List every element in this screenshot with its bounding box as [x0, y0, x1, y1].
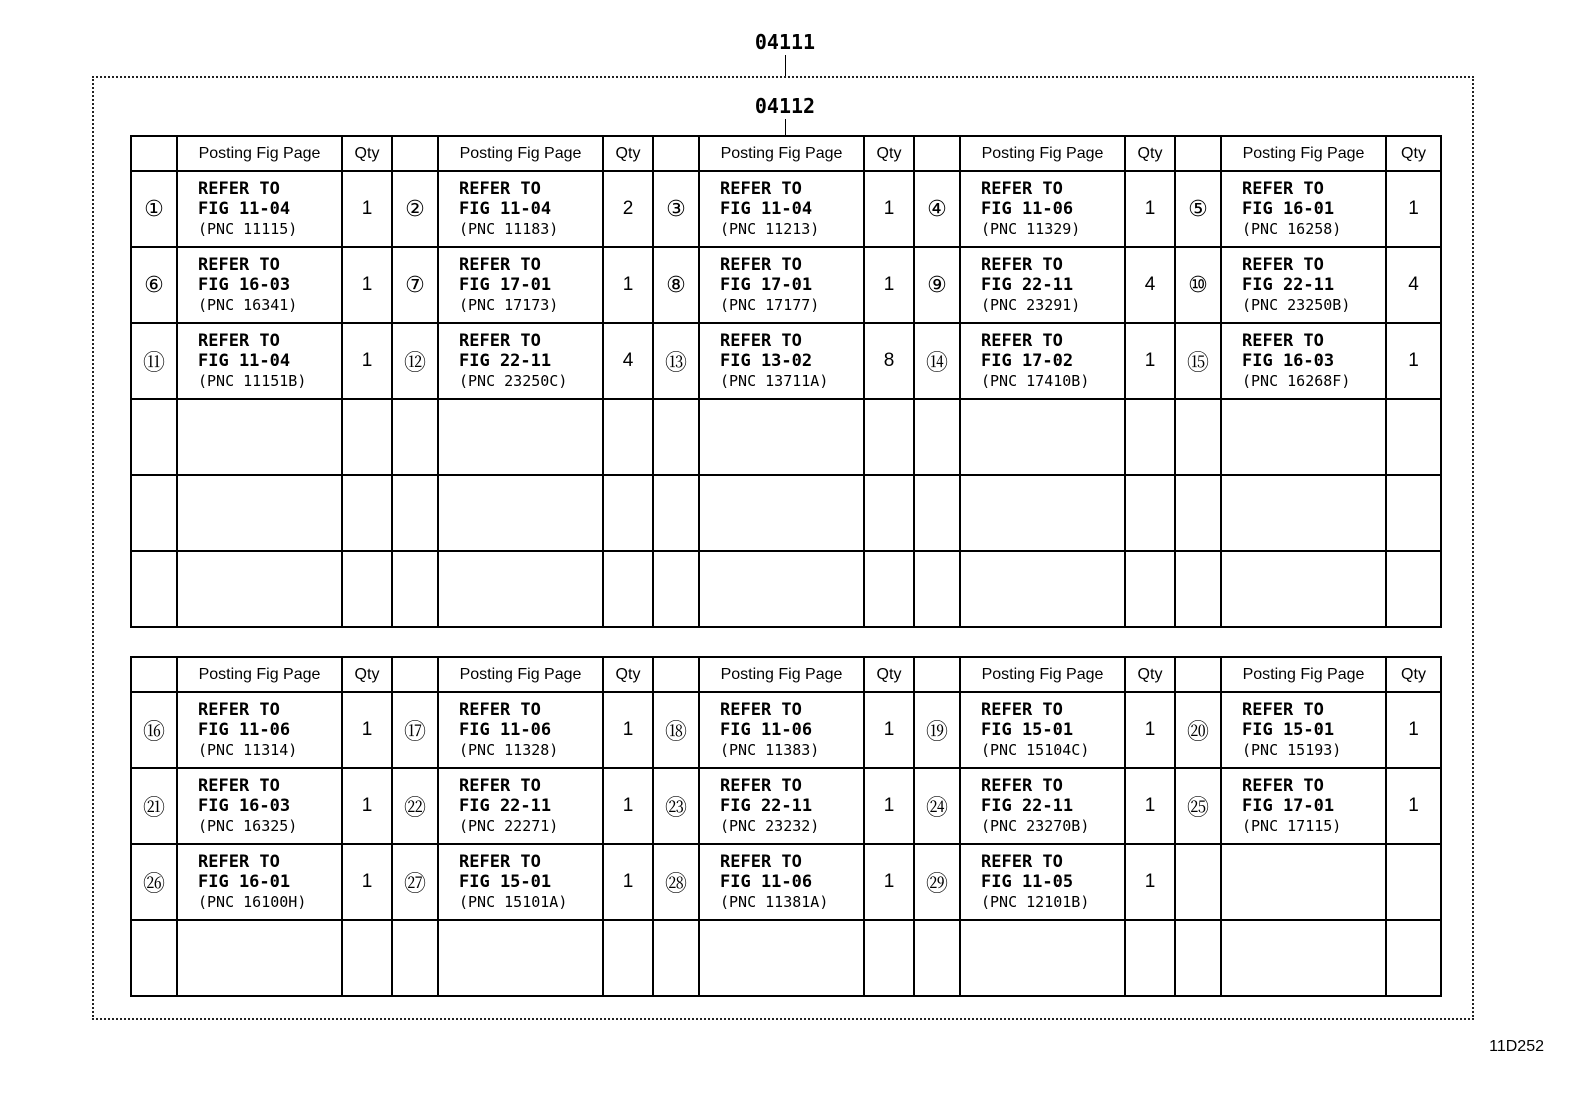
header-posting-fig-page: Posting Fig Page	[177, 657, 342, 692]
callout-number: ④	[914, 171, 960, 247]
leader-line-04112	[785, 119, 786, 136]
refer-cell	[960, 171, 1125, 247]
empty-cell	[914, 920, 960, 996]
quantity-value: 1	[1125, 844, 1175, 920]
quantity-value: 1	[603, 692, 653, 768]
header-posting-fig-page: Posting Fig Page	[438, 657, 603, 692]
pnc-text: (PNC 23250C)	[459, 372, 568, 390]
fig-page-text: FIG 15-01	[981, 720, 1074, 740]
empty-cell	[131, 920, 177, 996]
empty-cell	[864, 399, 914, 475]
pnc-text: (PNC 11115)	[198, 220, 298, 238]
empty-cell	[131, 399, 177, 475]
header-qty: Qty	[342, 136, 392, 171]
pnc-text: (PNC 16325)	[198, 817, 298, 835]
empty-cell	[603, 551, 653, 627]
refer-cell	[699, 692, 864, 768]
empty-cell	[1386, 551, 1441, 627]
refer-to-text: REFER TO	[720, 331, 802, 351]
table-row	[131, 768, 1441, 844]
fig-page-text: FIG 17-01	[459, 275, 552, 295]
quantity-value: 1	[603, 768, 653, 844]
refer-to-text: REFER TO	[1242, 255, 1324, 275]
table-header-row	[131, 657, 1441, 692]
refer-to-text: REFER TO	[1242, 179, 1324, 199]
refer-cell	[438, 692, 603, 768]
callout-number: ㉒	[392, 768, 438, 844]
callout-number: ③	[653, 171, 699, 247]
callout-number: ㉖	[131, 844, 177, 920]
callout-number: ⑦	[392, 247, 438, 323]
pnc-text: (PNC 16268F)	[1242, 372, 1351, 390]
refer-cell	[699, 247, 864, 323]
quantity-value: 1	[342, 768, 392, 844]
callout-number: ㉙	[914, 844, 960, 920]
refer-cell	[699, 768, 864, 844]
refer-cell	[1221, 171, 1386, 247]
callout-number	[1175, 844, 1221, 920]
refer-to-text: REFER TO	[981, 331, 1063, 351]
refer-cell	[438, 768, 603, 844]
empty-cell	[1221, 475, 1386, 551]
empty-cell	[177, 475, 342, 551]
table-row	[131, 171, 1441, 247]
refer-cell	[177, 768, 342, 844]
empty-cell	[177, 399, 342, 475]
empty-cell	[342, 920, 392, 996]
empty-cell	[1125, 920, 1175, 996]
fig-page-text: FIG 11-04	[720, 199, 813, 219]
fig-page-text: FIG 11-04	[459, 199, 552, 219]
refer-to-text: REFER TO	[459, 852, 541, 872]
fig-page-text: FIG 15-01	[1242, 720, 1335, 740]
pnc-text: (PNC 11314)	[198, 741, 298, 759]
pnc-text: (PNC 16100H)	[198, 893, 307, 911]
refer-cell	[960, 844, 1125, 920]
fig-page-text: FIG 11-06	[720, 872, 813, 892]
quantity-value: 1	[864, 247, 914, 323]
callout-number: ②	[392, 171, 438, 247]
empty-cell	[342, 475, 392, 551]
refer-to-text: REFER TO	[981, 776, 1063, 796]
header-qty: Qty	[603, 657, 653, 692]
refer-to-text: REFER TO	[720, 852, 802, 872]
refer-cell	[699, 171, 864, 247]
parts-reference-table-2	[130, 656, 1442, 997]
fig-page-text: FIG 15-01	[459, 872, 552, 892]
empty-cell	[864, 920, 914, 996]
fig-page-text: FIG 17-01	[1242, 796, 1335, 816]
header-qty: Qty	[1386, 657, 1441, 692]
header-qty: Qty	[1125, 657, 1175, 692]
fig-page-text: FIG 22-11	[981, 275, 1074, 295]
callout-number: ①	[131, 171, 177, 247]
header-posting-fig-page: Posting Fig Page	[699, 657, 864, 692]
table-row	[131, 692, 1441, 768]
fig-page-text: FIG 22-11	[981, 796, 1074, 816]
table-row	[131, 323, 1441, 399]
empty-cell	[653, 475, 699, 551]
empty-cell	[960, 475, 1125, 551]
refer-to-text: REFER TO	[1242, 776, 1324, 796]
header-blank-cell	[392, 136, 438, 171]
empty-cell	[1175, 475, 1221, 551]
header-blank-cell	[1175, 657, 1221, 692]
header-blank-cell	[392, 657, 438, 692]
quantity-value: 1	[342, 171, 392, 247]
empty-cell	[1221, 399, 1386, 475]
quantity-value: 2	[603, 171, 653, 247]
empty-cell	[1386, 920, 1441, 996]
fig-page-text: FIG 16-01	[198, 872, 291, 892]
pnc-text: (PNC 15193)	[1242, 741, 1342, 759]
fig-page-text: FIG 11-06	[981, 199, 1074, 219]
parts-reference-table-1	[130, 135, 1442, 628]
header-blank-cell	[914, 136, 960, 171]
table-header-row	[131, 136, 1441, 171]
quantity-value: 1	[1386, 171, 1441, 247]
pnc-text: (PNC 12101B)	[981, 893, 1090, 911]
empty-cell	[653, 399, 699, 475]
assembly-label-04111: 04111	[754, 30, 816, 54]
empty-row	[131, 551, 1441, 627]
refer-to-text: REFER TO	[981, 852, 1063, 872]
pnc-text: (PNC 23291)	[981, 296, 1081, 314]
callout-number: ⑭	[914, 323, 960, 399]
empty-row	[131, 399, 1441, 475]
empty-cell	[392, 920, 438, 996]
callout-number: ㉑	[131, 768, 177, 844]
fig-page-text: FIG 11-06	[720, 720, 813, 740]
fig-page-text: FIG 16-03	[1242, 351, 1335, 371]
empty-cell	[177, 551, 342, 627]
pnc-text: (PNC 11151B)	[198, 372, 307, 390]
refer-cell	[177, 844, 342, 920]
callout-number: ⑫	[392, 323, 438, 399]
pnc-text: (PNC 23232)	[720, 817, 820, 835]
header-qty: Qty	[864, 657, 914, 692]
pnc-text: (PNC 15104C)	[981, 741, 1090, 759]
empty-cell	[1386, 475, 1441, 551]
quantity-value: 4	[1386, 247, 1441, 323]
callout-number: ⑳	[1175, 692, 1221, 768]
refer-to-text: REFER TO	[981, 255, 1063, 275]
refer-to-text: REFER TO	[198, 255, 280, 275]
empty-cell	[1221, 551, 1386, 627]
refer-cell	[438, 323, 603, 399]
empty-cell	[653, 551, 699, 627]
empty-cell	[864, 475, 914, 551]
refer-to-text: REFER TO	[459, 255, 541, 275]
empty-cell	[392, 399, 438, 475]
callout-number: ⑱	[653, 692, 699, 768]
header-qty: Qty	[603, 136, 653, 171]
fig-page-text: FIG 22-11	[459, 796, 552, 816]
refer-to-text: REFER TO	[459, 700, 541, 720]
pnc-text: (PNC 11381A)	[720, 893, 829, 911]
empty-cell	[342, 399, 392, 475]
quantity-value: 1	[342, 692, 392, 768]
empty-cell	[131, 551, 177, 627]
quantity-value: 1	[1386, 768, 1441, 844]
empty-cell	[438, 399, 603, 475]
empty-cell	[1125, 399, 1175, 475]
fig-page-text: FIG 22-11	[720, 796, 813, 816]
quantity-value: 1	[864, 692, 914, 768]
header-posting-fig-page: Posting Fig Page	[699, 136, 864, 171]
refer-cell	[1221, 323, 1386, 399]
pnc-text: (PNC 11183)	[459, 220, 559, 238]
empty-cell	[960, 399, 1125, 475]
empty-cell	[864, 551, 914, 627]
refer-cell	[699, 844, 864, 920]
empty-row	[131, 920, 1441, 996]
quantity-value: 4	[603, 323, 653, 399]
empty-cell	[438, 920, 603, 996]
fig-page-text: FIG 22-11	[459, 351, 552, 371]
empty-cell	[438, 551, 603, 627]
refer-cell	[960, 247, 1125, 323]
refer-cell	[438, 844, 603, 920]
header-blank-cell	[914, 657, 960, 692]
fig-page-text: FIG 16-03	[198, 796, 291, 816]
empty-cell	[438, 475, 603, 551]
empty-row	[131, 475, 1441, 551]
callout-number: ⑨	[914, 247, 960, 323]
quantity-value: 1	[342, 844, 392, 920]
quantity-value: 1	[342, 247, 392, 323]
quantity-value: 1	[1125, 323, 1175, 399]
quantity-value: 1	[864, 844, 914, 920]
quantity-value: 1	[864, 768, 914, 844]
empty-cell	[131, 475, 177, 551]
refer-cell	[1221, 844, 1386, 920]
callout-number: ㉔	[914, 768, 960, 844]
fig-page-text: FIG 11-05	[981, 872, 1074, 892]
refer-to-text: REFER TO	[981, 700, 1063, 720]
pnc-text: (PNC 23250B)	[1242, 296, 1351, 314]
quantity-value: 1	[603, 844, 653, 920]
quantity-value: 4	[1125, 247, 1175, 323]
refer-to-text: REFER TO	[1242, 331, 1324, 351]
callout-number: ⑲	[914, 692, 960, 768]
empty-cell	[1125, 551, 1175, 627]
refer-to-text: REFER TO	[198, 776, 280, 796]
fig-page-text: FIG 22-11	[1242, 275, 1335, 295]
refer-cell	[960, 768, 1125, 844]
refer-to-text: REFER TO	[720, 255, 802, 275]
quantity-value: 1	[1125, 692, 1175, 768]
header-posting-fig-page: Posting Fig Page	[1221, 136, 1386, 171]
callout-number: ㉓	[653, 768, 699, 844]
empty-cell	[1221, 920, 1386, 996]
callout-number: ⑩	[1175, 247, 1221, 323]
header-blank-cell	[653, 136, 699, 171]
empty-cell	[1125, 475, 1175, 551]
callout-number: ㉘	[653, 844, 699, 920]
refer-cell	[177, 692, 342, 768]
table-row	[131, 844, 1441, 920]
callout-number: ⑧	[653, 247, 699, 323]
refer-cell	[177, 171, 342, 247]
pnc-text: (PNC 17410B)	[981, 372, 1090, 390]
header-posting-fig-page: Posting Fig Page	[438, 136, 603, 171]
empty-cell	[1175, 399, 1221, 475]
fig-page-text: FIG 11-04	[198, 199, 291, 219]
empty-cell	[603, 399, 653, 475]
header-posting-fig-page: Posting Fig Page	[1221, 657, 1386, 692]
fig-page-text: FIG 17-02	[981, 351, 1074, 371]
empty-cell	[1175, 920, 1221, 996]
callout-number: ㉗	[392, 844, 438, 920]
empty-cell	[392, 551, 438, 627]
pnc-text: (PNC 11213)	[720, 220, 820, 238]
quantity-value: 8	[864, 323, 914, 399]
refer-cell	[177, 247, 342, 323]
quantity-value: 1	[1386, 323, 1441, 399]
pnc-text: (PNC 15101A)	[459, 893, 568, 911]
header-qty: Qty	[864, 136, 914, 171]
fig-page-text: FIG 16-01	[1242, 199, 1335, 219]
refer-cell	[1221, 768, 1386, 844]
quantity-value	[1386, 844, 1441, 920]
header-posting-fig-page: Posting Fig Page	[177, 136, 342, 171]
refer-to-text: REFER TO	[198, 852, 280, 872]
pnc-text: (PNC 22271)	[459, 817, 559, 835]
refer-to-text: REFER TO	[1242, 700, 1324, 720]
quantity-value: 1	[342, 323, 392, 399]
pnc-text: (PNC 16341)	[198, 296, 298, 314]
pnc-text: (PNC 11329)	[981, 220, 1081, 238]
empty-cell	[392, 475, 438, 551]
empty-cell	[603, 920, 653, 996]
refer-to-text: REFER TO	[720, 776, 802, 796]
refer-cell	[960, 692, 1125, 768]
refer-cell	[699, 323, 864, 399]
quantity-value: 1	[1125, 768, 1175, 844]
refer-cell	[960, 323, 1125, 399]
fig-page-text: FIG 13-02	[720, 351, 813, 371]
empty-cell	[699, 399, 864, 475]
callout-number: ⑬	[653, 323, 699, 399]
pnc-text: (PNC 17115)	[1242, 817, 1342, 835]
refer-cell	[177, 323, 342, 399]
header-qty: Qty	[1125, 136, 1175, 171]
pnc-text: (PNC 17173)	[459, 296, 559, 314]
callout-number: ⑰	[392, 692, 438, 768]
empty-cell	[699, 475, 864, 551]
empty-cell	[699, 920, 864, 996]
pnc-text: (PNC 17177)	[720, 296, 820, 314]
refer-to-text: REFER TO	[198, 700, 280, 720]
callout-number: ㉕	[1175, 768, 1221, 844]
fig-page-text: FIG 17-01	[720, 275, 813, 295]
refer-cell	[438, 171, 603, 247]
empty-cell	[1175, 551, 1221, 627]
empty-cell	[960, 920, 1125, 996]
refer-to-text: REFER TO	[720, 700, 802, 720]
refer-cell	[438, 247, 603, 323]
refer-to-text: REFER TO	[981, 179, 1063, 199]
pnc-text: (PNC 11383)	[720, 741, 820, 759]
refer-cell	[1221, 692, 1386, 768]
empty-cell	[1386, 399, 1441, 475]
refer-to-text: REFER TO	[459, 179, 541, 199]
callout-number: ⑮	[1175, 323, 1221, 399]
quantity-value: 1	[864, 171, 914, 247]
empty-cell	[914, 399, 960, 475]
empty-cell	[342, 551, 392, 627]
quantity-value: 1	[603, 247, 653, 323]
empty-cell	[177, 920, 342, 996]
fig-page-text: FIG 11-04	[198, 351, 291, 371]
figure-code: 11D252	[1489, 1038, 1544, 1055]
refer-cell	[1221, 247, 1386, 323]
refer-to-text: REFER TO	[198, 179, 280, 199]
leader-line-04111	[785, 55, 786, 76]
fig-page-text: FIG 11-06	[459, 720, 552, 740]
pnc-text: (PNC 16258)	[1242, 220, 1342, 238]
refer-to-text: REFER TO	[720, 179, 802, 199]
header-posting-fig-page: Posting Fig Page	[960, 657, 1125, 692]
header-blank-cell	[131, 136, 177, 171]
quantity-value: 1	[1386, 692, 1441, 768]
callout-number: ⑤	[1175, 171, 1221, 247]
empty-cell	[960, 551, 1125, 627]
empty-cell	[653, 920, 699, 996]
pnc-text: (PNC 13711A)	[720, 372, 829, 390]
empty-cell	[914, 551, 960, 627]
refer-to-text: REFER TO	[459, 776, 541, 796]
refer-to-text: REFER TO	[198, 331, 280, 351]
header-blank-cell	[653, 657, 699, 692]
callout-number: ⑥	[131, 247, 177, 323]
header-posting-fig-page: Posting Fig Page	[960, 136, 1125, 171]
callout-number: ⑪	[131, 323, 177, 399]
callout-number: ⑯	[131, 692, 177, 768]
empty-cell	[699, 551, 864, 627]
fig-page-text: FIG 16-03	[198, 275, 291, 295]
assembly-label-04112: 04112	[754, 94, 816, 118]
table-row	[131, 247, 1441, 323]
pnc-text: (PNC 11328)	[459, 741, 559, 759]
refer-to-text: REFER TO	[459, 331, 541, 351]
header-blank-cell	[1175, 136, 1221, 171]
header-qty: Qty	[342, 657, 392, 692]
header-blank-cell	[131, 657, 177, 692]
pnc-text: (PNC 23270B)	[981, 817, 1090, 835]
quantity-value: 1	[1125, 171, 1175, 247]
header-qty: Qty	[1386, 136, 1441, 171]
fig-page-text: FIG 11-06	[198, 720, 291, 740]
empty-cell	[603, 475, 653, 551]
empty-cell	[914, 475, 960, 551]
